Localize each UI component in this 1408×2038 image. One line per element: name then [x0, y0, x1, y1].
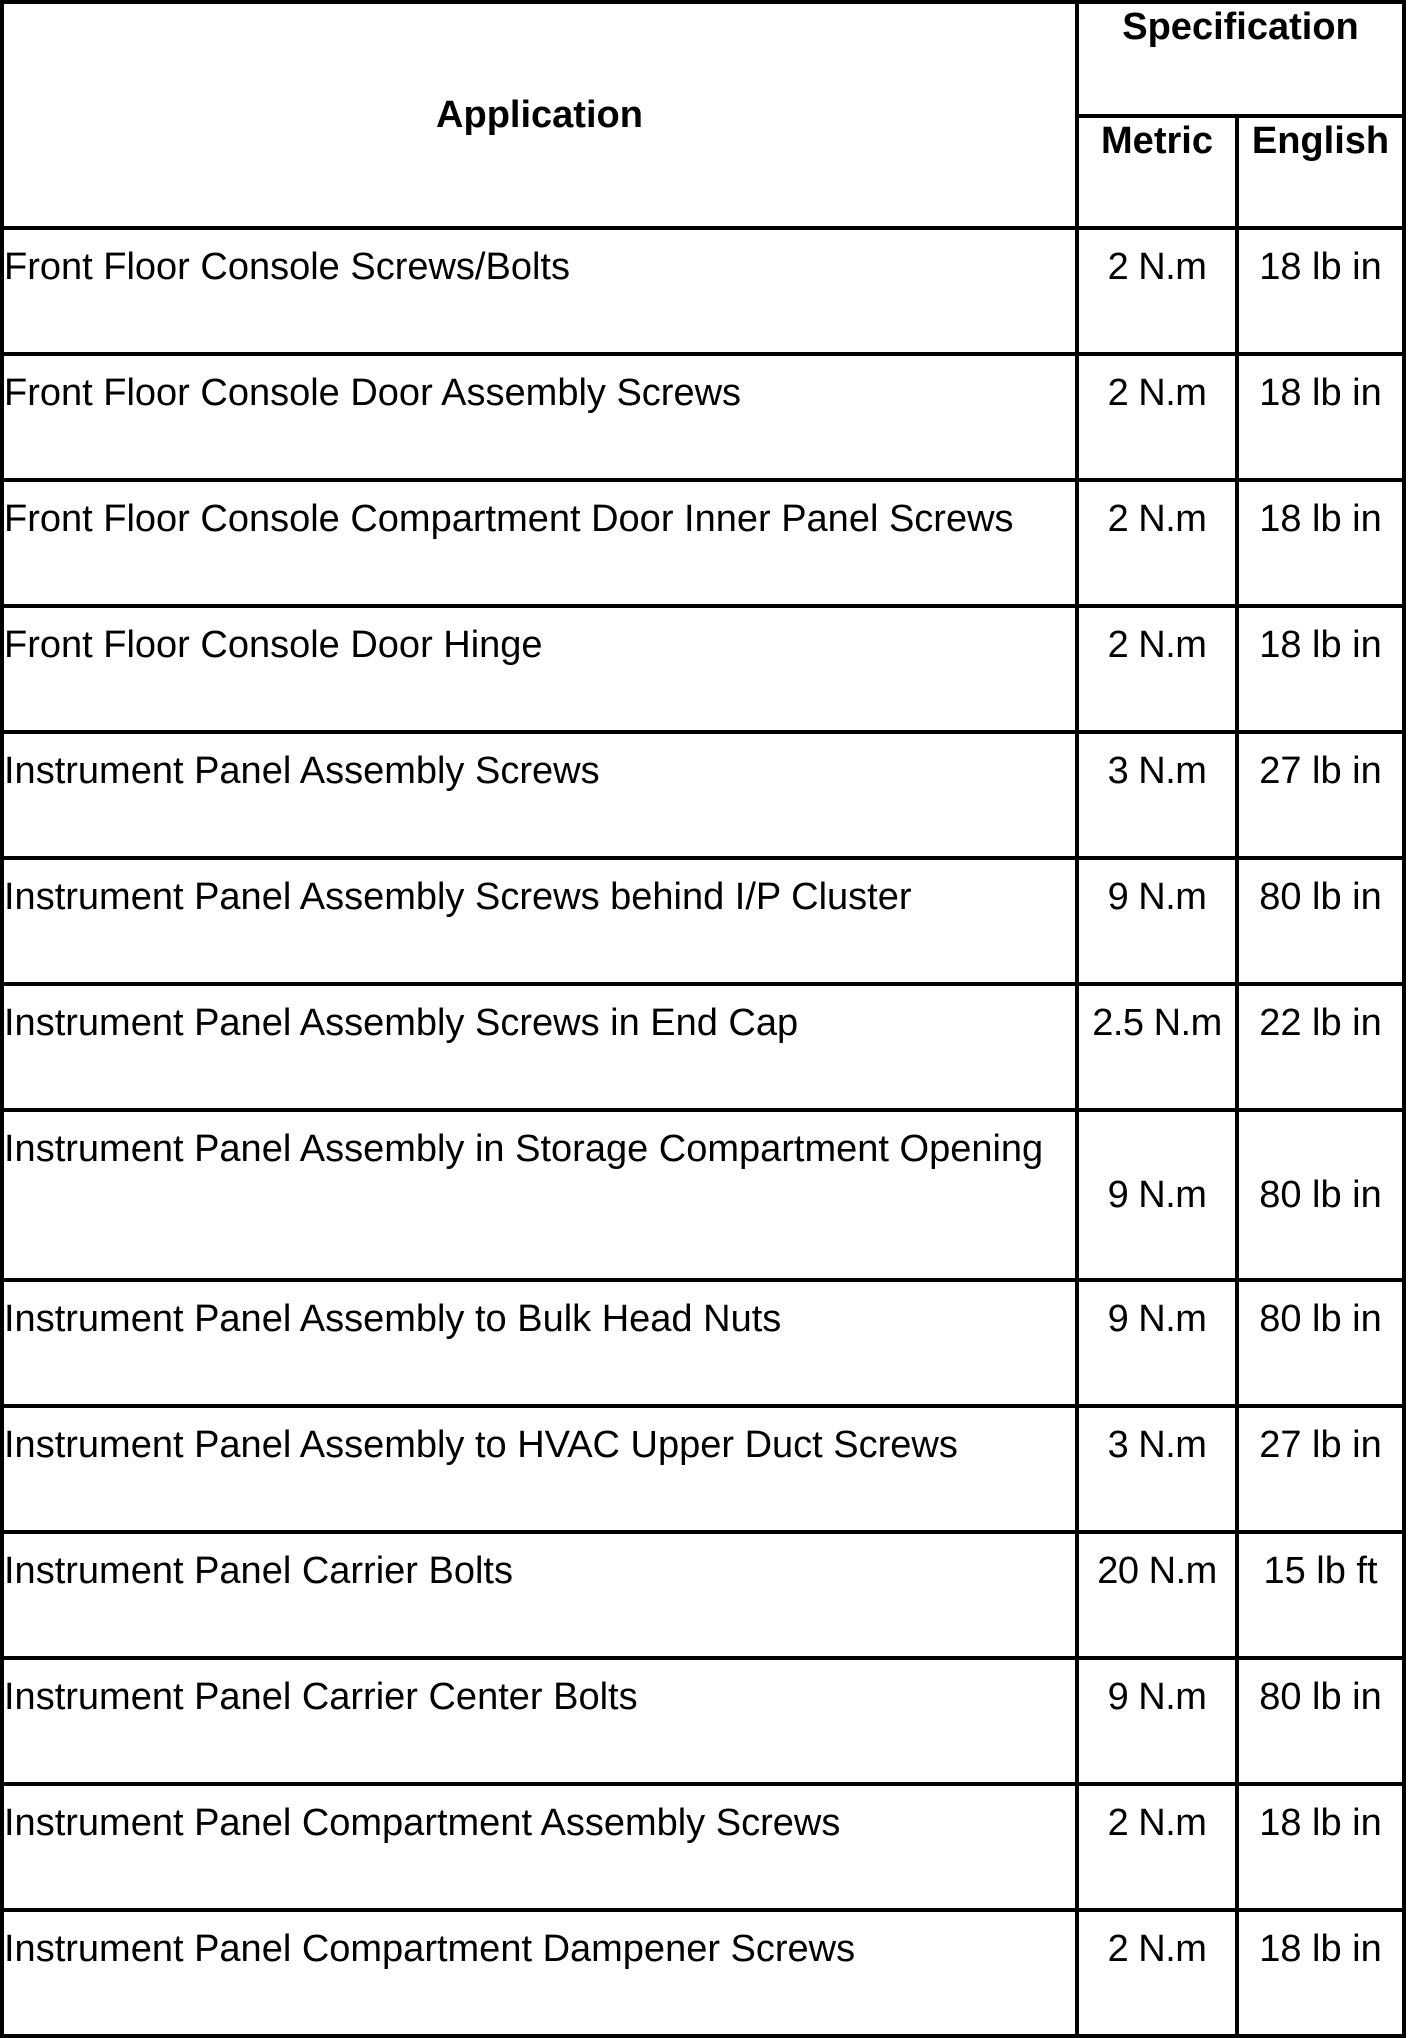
english-cell: 18 lb in — [1237, 480, 1404, 606]
table-row — [2, 984, 1404, 1110]
application-cell: Instrument Panel Compartment Dampener Screws — [2, 1910, 1077, 2036]
english-cell: 80 lb in — [1237, 1280, 1404, 1406]
application-header: Application — [2, 2, 1077, 228]
metric-cell: 9 N.m — [1077, 858, 1237, 984]
metric-cell: 3 N.m — [1077, 732, 1237, 858]
application-cell: Instrument Panel Carrier Center Bolts — [2, 1658, 1077, 1784]
english-cell: 18 lb in — [1237, 1784, 1404, 1910]
table-row — [2, 480, 1404, 606]
application-cell: Front Floor Console Screws/Bolts — [2, 228, 1077, 354]
english-cell: 22 lb in — [1237, 984, 1404, 1110]
metric-cell: 2 N.m — [1077, 606, 1237, 732]
application-cell: Front Floor Console Door Assembly Screws — [2, 354, 1077, 480]
metric-cell: 20 N.m — [1077, 1532, 1237, 1658]
english-header: English — [1237, 116, 1404, 228]
table-row — [2, 354, 1404, 480]
application-cell: Instrument Panel Assembly Screws behind I/P Cluster — [2, 858, 1077, 984]
table-body — [2, 228, 1404, 2036]
application-cell: Instrument Panel Assembly to HVAC Upper Duct Screws — [2, 1406, 1077, 1532]
metric-cell: 9 N.m — [1077, 1280, 1237, 1406]
metric-cell: 2 N.m — [1077, 1910, 1237, 2036]
metric-cell: 2.5 N.m — [1077, 984, 1237, 1110]
application-cell: Instrument Panel Compartment Assembly Screws — [2, 1784, 1077, 1910]
table-row — [2, 1406, 1404, 1532]
english-cell: 27 lb in — [1237, 732, 1404, 858]
specification-header: Specification — [1077, 2, 1404, 116]
metric-cell: 2 N.m — [1077, 228, 1237, 354]
application-cell: Instrument Panel Assembly Screws in End Cap — [2, 984, 1077, 1110]
application-cell: Instrument Panel Assembly Screws — [2, 732, 1077, 858]
application-cell: Instrument Panel Assembly in Storage Compartment Opening — [2, 1110, 1077, 1280]
table-row — [2, 1110, 1404, 1280]
english-cell: 18 lb in — [1237, 228, 1404, 354]
table-row — [2, 732, 1404, 858]
table-row — [2, 606, 1404, 732]
application-cell: Instrument Panel Assembly to Bulk Head Nuts — [2, 1280, 1077, 1406]
table-row — [2, 1280, 1404, 1406]
english-cell: 80 lb in — [1237, 1110, 1404, 1280]
application-cell: Instrument Panel Carrier Bolts — [2, 1532, 1077, 1658]
table-row — [2, 1532, 1404, 1658]
table-row — [2, 1910, 1404, 2036]
header-row-top — [2, 2, 1404, 116]
metric-cell: 3 N.m — [1077, 1406, 1237, 1532]
table-header — [2, 2, 1404, 228]
english-cell: 80 lb in — [1237, 1658, 1404, 1784]
table-row — [2, 1658, 1404, 1784]
english-cell: 18 lb in — [1237, 1910, 1404, 2036]
metric-cell: 2 N.m — [1077, 480, 1237, 606]
table-row — [2, 858, 1404, 984]
application-cell: Front Floor Console Compartment Door Inner Panel Screws — [2, 480, 1077, 606]
table-row — [2, 228, 1404, 354]
metric-cell: 2 N.m — [1077, 1784, 1237, 1910]
metric-cell: 2 N.m — [1077, 354, 1237, 480]
english-cell: 15 lb ft — [1237, 1532, 1404, 1658]
english-cell: 18 lb in — [1237, 606, 1404, 732]
english-cell: 27 lb in — [1237, 1406, 1404, 1532]
application-cell: Front Floor Console Door Hinge — [2, 606, 1077, 732]
metric-cell: 9 N.m — [1077, 1110, 1237, 1280]
metric-header: Metric — [1077, 116, 1237, 228]
english-cell: 18 lb in — [1237, 354, 1404, 480]
table-row — [2, 1784, 1404, 1910]
metric-cell: 9 N.m — [1077, 1658, 1237, 1784]
english-cell: 80 lb in — [1237, 858, 1404, 984]
